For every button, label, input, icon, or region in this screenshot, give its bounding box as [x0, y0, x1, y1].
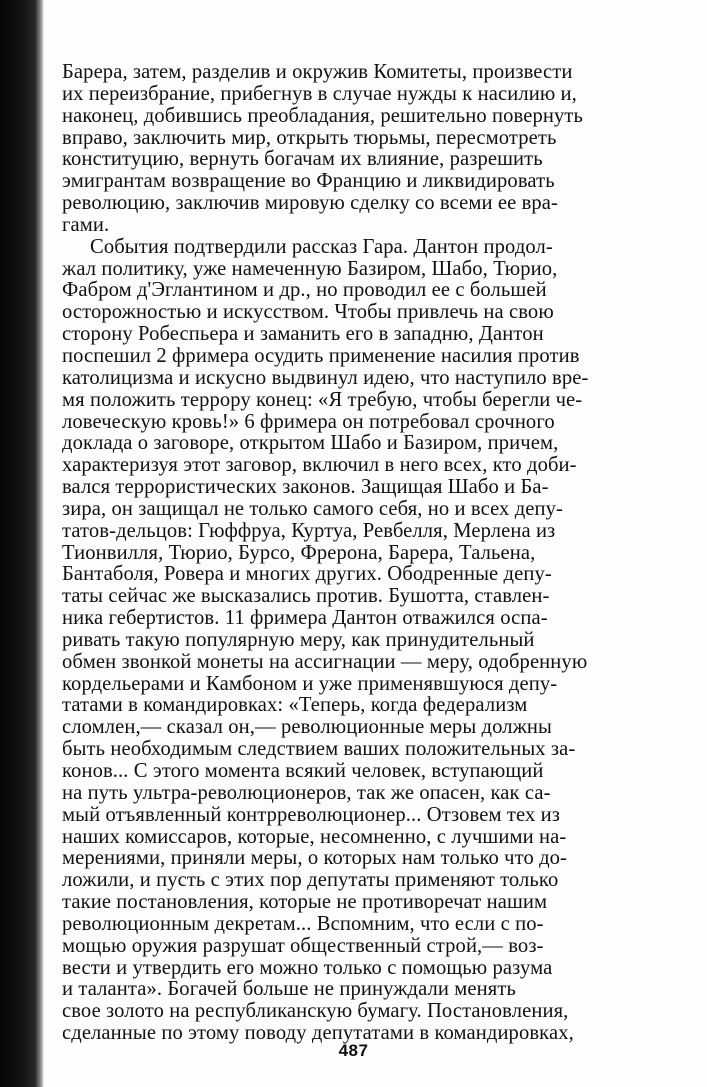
text-line: вправо, заключить мир, открыть тюрьмы, пересмотреть	[62, 126, 557, 149]
text-line: свое золото на республиканскую бумагу. Постановления,	[62, 1000, 569, 1023]
text-line: мерениями, приняли меры, о которых нам только что до-	[62, 847, 568, 870]
text-line: их переизбрание, прибегнув в случае нужды к насилию и,	[62, 82, 577, 105]
text-line: быть необходимым следствием ваших положительных за-	[62, 738, 576, 761]
text-line: ника гебертистов. 11 фримера Дантон отважился оспа-	[62, 607, 548, 630]
text-line: вался террористических законов. Защищая Шабо и Ба-	[62, 476, 549, 499]
text-line-paragraph-start: События подтвердили рассказ Гара. Дантон продол-	[90, 235, 553, 258]
text-line: татов-дельцов: Гюффруа, Куртуа, Ревбелля, Мерлена из	[62, 519, 556, 542]
text-line: жал политику, уже намеченную Базиром, Шабо, Тюрио,	[62, 257, 558, 280]
text-line: наших комиссаров, которые, несомненно, с лучшими на-	[62, 825, 567, 848]
text-line: гами.	[62, 213, 110, 236]
body-text	[62, 62, 626, 1045]
text-line: вести и утвердить его можно только с помощью разума	[62, 956, 553, 979]
text-line: татами в командировках: «Теперь, когда федерализм	[62, 694, 528, 717]
binding-edge-shadow	[0, 0, 44, 1087]
text-line: обмен звонкой монеты на ассигнации — меру, одобренную	[62, 650, 588, 673]
text-line: революцию, заключив мировую сделку со всеми ее вра-	[62, 192, 559, 215]
text-line: ловеческую кровь!» 6 фримера он потребовал срочного	[62, 410, 555, 433]
text-line: поспешил 2 фримера осудить применение насилия против	[62, 344, 580, 367]
page-number: 487	[338, 1041, 369, 1060]
text-line: сделанные по этому поводу депутатами в командировках,	[62, 1022, 574, 1045]
text-line: сторону Робеспьера и заманить его в западню, Дантон	[62, 323, 544, 346]
text-line: кордельерами и Камбоном и уже применявшуюся депу-	[62, 672, 558, 695]
text-line: таты сейчас же высказались против. Бушотта, ставлен-	[62, 585, 550, 608]
text-line: мый отъявленный контрреволюционер... Отзовем тех из	[62, 803, 560, 826]
text-line: на путь ультра-революционеров, так же опасен, как са-	[62, 781, 551, 804]
text-line: католицизма и искусно выдвинул идею, что наступило вре-	[62, 366, 589, 389]
text-line: характеризуя этот заговор, включил в него всех, кто доби-	[62, 454, 577, 477]
text-line: конов... С этого момента всякий человек, вступающий	[62, 760, 544, 782]
text-line: ривать такую популярную меру, как принудительный	[62, 628, 535, 651]
text-line: зира, он защищал не только самого себя, но и всех депу-	[62, 497, 563, 520]
text-line: доклада о заговоре, открытом Шабо и Базиром, причем,	[62, 432, 559, 455]
text-line: такие постановления, которые не противоречат нашим	[62, 891, 548, 914]
text-line: наконец, добившись преобладания, решительно повернуть	[62, 104, 583, 127]
text-line: осторожностью и искусством. Чтобы привлечь на свою	[62, 301, 554, 324]
text-line: Тионвилля, Тюрио, Бурсо, Фрерона, Барера, Тальена,	[62, 541, 536, 564]
text-line: конституцию, вернуть богачам их влияние, разрешить	[62, 148, 543, 171]
text-line: мощью оружия разрушат общественный строй,— воз-	[62, 934, 544, 957]
text-line: революционным декретам... Вспомним, что если с по-	[62, 912, 544, 935]
text-line: сломлен,— сказал он,— революционные меры должны	[62, 716, 552, 739]
text-line: и таланта». Богачей больше не принуждали менять	[62, 978, 516, 1001]
text-line: Фабром д'Эглантином и др., но проводил ее с большей	[62, 279, 547, 302]
text-line: ложили, и пусть с этих пор депутаты применяют только	[62, 869, 559, 892]
text-line: эмигрантам возвращение во Францию и ликвидировать	[62, 170, 555, 193]
text-line: Бантаболя, Ровера и многих других. Ободренные депу-	[62, 563, 552, 586]
text-line: Барера, затем, разделив и окружив Комитеты, произвести	[62, 61, 573, 83]
text-line: мя положить террору конец: «Я требую, чтобы берегли че-	[62, 388, 583, 411]
